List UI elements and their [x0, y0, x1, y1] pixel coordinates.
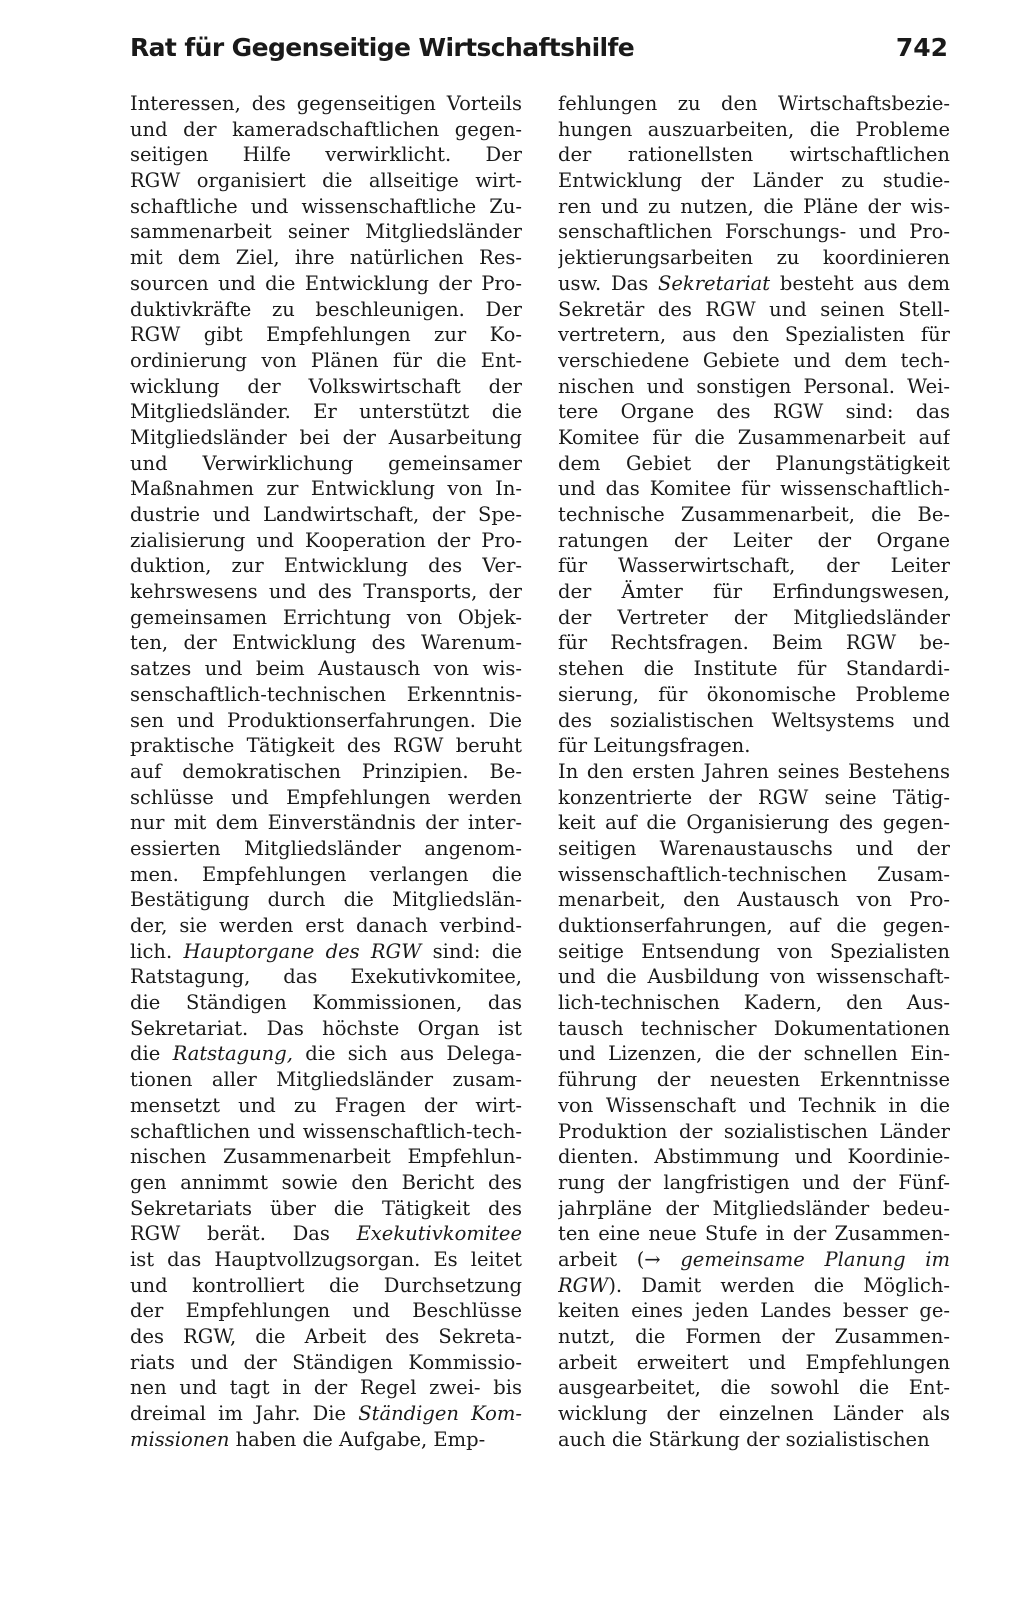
text-line: und die Ausbildung von wissenschaft- — [558, 965, 950, 989]
text-line: RGW gibt Empfehlungen zur Ko- — [130, 323, 522, 347]
text-line: für Rechtsfragen. Beim RGW be- — [558, 631, 950, 655]
text-line: und das Komitee für wissenschaftlich- — [558, 477, 950, 501]
page-number: 742 — [895, 33, 948, 62]
italic-term: missionen — [130, 1427, 230, 1451]
text-line: tausch technischer Dokumentationen — [558, 1016, 950, 1040]
text-line: der rationellsten wirtschaftlichen — [558, 143, 950, 167]
text-line: Sekretär des RGW und seinen Stell- — [558, 297, 950, 321]
text-line: verschiedene Gebiete und dem tech- — [558, 348, 950, 372]
text-line: dustrie und Landwirtschaft, der Spe- — [130, 503, 522, 526]
text-line: senschaftlich-technischen Erkenntnis- — [130, 682, 522, 706]
text-line: der, sie werden erst danach verbind- — [130, 914, 522, 937]
text-line: fehlungen zu den Wirtschaftsbezie- — [558, 92, 950, 115]
italic-term: Sekretariat — [658, 271, 771, 295]
text-line: ratungen der Leiter der Organe — [558, 528, 950, 552]
text-line: Mitgliedsländer bei der Ausarbeitung — [130, 425, 522, 449]
text-line: praktische Tätigkeit des RGW beruht — [130, 734, 522, 758]
italic-term: RGW — [558, 1273, 609, 1297]
page-header — [130, 33, 948, 73]
text-line: des RGW, die Arbeit des Sekreta- — [130, 1325, 522, 1348]
text-line: vertretern, aus den Spezialisten für — [558, 323, 950, 347]
text-line: nur mit dem Einverständnis der inter- — [130, 811, 522, 835]
text-line: lich-technischen Kadern, den Aus- — [558, 991, 950, 1015]
text-line: rung der langfristigen und der Fünf- — [558, 1170, 950, 1194]
text-line: keiten eines jeden Landes besser ge- — [558, 1299, 950, 1323]
text-line: zialisierung und Kooperation der Pro- — [130, 528, 522, 552]
text-line: führung der neuesten Erkenntnisse — [558, 1068, 950, 1092]
text-line: dreimal im Jahr. Die Ständigen Kom- — [130, 1402, 522, 1426]
text-line: für Wasserwirtschaft, der Leiter — [558, 554, 950, 578]
italic-term: Ständigen Kom- — [358, 1402, 522, 1426]
text-line: schlüsse und Empfehlungen werden — [130, 785, 522, 809]
text-line: und Verwirklichung gemeinsamer — [130, 451, 522, 475]
text-line: Entwicklung der Länder zu studie- — [558, 169, 950, 193]
text-line: kehrswesens und des Transports, der — [130, 580, 522, 604]
text-line: sierung, für ökonomische Probleme — [558, 682, 950, 706]
text-line: der Vertreter der Mitgliedsländer — [558, 605, 950, 629]
text-line: für Leitungsfragen. — [558, 734, 751, 758]
text-line: arbeit (→ gemeinsame Planung im — [558, 1247, 950, 1271]
text-line: tere Organe des RGW sind: das — [558, 400, 950, 424]
text-line: ten, der Entwicklung des Warenum- — [130, 631, 522, 655]
text-line: duktivkräfte zu beschleunigen. Der — [130, 297, 522, 321]
text-line: Sekretariats über die Tätigkeit des — [130, 1196, 522, 1220]
text-line: Maßnahmen zur Entwicklung von In- — [130, 477, 522, 501]
text-line: In den ersten Jahren seines Bestehens — [558, 759, 950, 783]
text-line: ordinierung von Plänen für die Ent- — [130, 348, 522, 372]
text-line: RGW organisiert die allseitige wirt- — [130, 169, 522, 193]
text-line: menarbeit, den Austausch von Pro- — [558, 888, 950, 912]
text-line: ausgearbeitet, die sowohl die Ent- — [558, 1376, 950, 1400]
text-line: seitige Entsendung von Spezialisten — [558, 939, 950, 963]
text-line: men. Empfehlungen verlangen die — [130, 862, 522, 886]
text-line: und kontrolliert die Durchsetzung — [130, 1273, 522, 1297]
text-line: ren und zu nutzen, die Pläne der wis- — [558, 194, 950, 218]
text-line: gen annimmt sowie den Bericht des — [130, 1170, 522, 1194]
text-line: Mitgliedsländer. Er unterstützt die — [130, 400, 522, 424]
text-line: essierten Mitgliedsländer angenom- — [130, 836, 522, 860]
text-line: keit auf die Organisierung des gegen- — [558, 811, 950, 835]
text-line: satzes und beim Austausch von wis- — [130, 657, 522, 681]
text-line: usw. Das Sekretariat besteht aus dem — [558, 271, 950, 295]
text-line: nen und tagt in der Regel zwei- bis — [130, 1376, 522, 1400]
text-line: der Ämter für Erfindungswesen, — [558, 580, 950, 604]
text-line: Interessen, des gegenseitigen Vorteils — [130, 92, 522, 115]
text-line: konzentrierte der RGW seine Tätig- — [558, 785, 950, 809]
text-line: nischen Zusammenarbeit Empfehlun- — [130, 1145, 522, 1169]
text-line: nischen und sonstigen Personal. Wei- — [558, 374, 950, 398]
text-line: seitigen Warenaustauschs und der — [558, 836, 950, 860]
italic-term: Exekutivkomitee — [356, 1222, 522, 1246]
page-title: Rat für Gegenseitige Wirtschaftshilfe — [130, 33, 635, 62]
text-line: Ratstagung, das Exekutivkomitee, — [130, 965, 522, 989]
text-line: riats und der Ständigen Kommissio- — [130, 1350, 522, 1374]
text-line: technische Zusammenarbeit, die Be- — [558, 503, 950, 526]
text-line: auch die Stärkung der sozialistischen — [558, 1427, 930, 1451]
text-line: wicklung der einzelnen Länder als — [558, 1402, 950, 1426]
text-line: die Ratstagung, die sich aus Delega- — [130, 1042, 522, 1066]
italic-term: Hauptorgane des RGW — [183, 939, 422, 963]
text-line: mit dem Ziel, ihre natürlichen Res- — [130, 246, 522, 270]
text-line: auf demokratischen Prinzipien. Be- — [130, 759, 522, 783]
text-line: hungen auszuarbeiten, die Probleme — [558, 117, 950, 141]
text-line: schaftlichen und wissenschaftlich-tech- — [130, 1119, 522, 1143]
text-line: gemeinsamen Errichtung von Objek- — [130, 605, 522, 629]
italic-term: gemeinsame Planung im — [680, 1247, 950, 1271]
text-line: des sozialistischen Weltsystems und — [558, 708, 950, 732]
text-line: Bestätigung durch die Mitgliedslän- — [130, 888, 522, 912]
text-line: dem Gebiet der Planungstätigkeit — [558, 451, 950, 475]
text-line: der Empfehlungen und Beschlüsse — [130, 1299, 522, 1323]
text-line: Produktion der sozialistischen Länder — [558, 1119, 950, 1143]
text-line: duktion, zur Entwicklung des Ver- — [130, 554, 522, 578]
text-line: sen und Produktionserfahrungen. Die — [130, 708, 522, 732]
text-line: sourcen und die Entwicklung der Pro- — [130, 271, 522, 295]
text-line: nutzt, die Formen der Zusammen- — [558, 1325, 950, 1348]
text-line: RGW berät. Das Exekutivkomitee — [130, 1222, 522, 1246]
text-line: von Wissenschaft und Technik in die — [558, 1093, 950, 1117]
text-line: lich. Hauptorgane des RGW sind: die — [130, 939, 522, 963]
text-line: Sekretariat. Das höchste Organ ist — [130, 1016, 522, 1040]
text-line: tionen aller Mitgliedsländer zusam- — [130, 1068, 522, 1092]
text-line: missionen haben die Aufgabe, Emp- — [130, 1427, 486, 1451]
text-line: duktionserfahrungen, auf die gegen- — [558, 914, 950, 937]
text-line: Komitee für die Zusammenarbeit auf — [558, 425, 950, 449]
text-line: arbeit erweitert und Empfehlungen — [558, 1350, 950, 1374]
text-line: mensetzt und zu Fragen der wirt- — [130, 1093, 522, 1117]
text-line: dienten. Abstimmung und Koordinie- — [558, 1145, 950, 1169]
text-line: jahrpläne der Mitgliedsländer bedeu- — [558, 1196, 950, 1220]
text-line: die Ständigen Kommissionen, das — [130, 991, 522, 1015]
text-line: schaftliche und wissenschaftliche Zu- — [130, 194, 522, 218]
text-line: senschaftlichen Forschungs- und Pro- — [558, 220, 950, 244]
text-line: wicklung der Volkswirtschaft der — [130, 374, 522, 398]
text-line: und Lizenzen, die der schnellen Ein- — [558, 1042, 950, 1066]
text-line: ten eine neue Stufe in der Zusammen- — [558, 1222, 950, 1246]
italic-term: Ratstagung, — [172, 1042, 293, 1066]
text-line: stehen die Institute für Standardi- — [558, 657, 950, 681]
text-line: RGW). Damit werden die Möglich- — [558, 1273, 950, 1297]
text-column-left — [130, 91, 522, 1452]
text-line: ist das Hauptvollzugsorgan. Es leitet — [130, 1247, 522, 1271]
text-column-right — [558, 91, 950, 1452]
text-line: jektierungsarbeiten zu koordinieren — [558, 246, 950, 270]
text-line: sammenarbeit seiner Mitgliedsländer — [130, 220, 522, 244]
text-line: und der kameradschaftlichen gegen- — [130, 117, 522, 141]
text-line: seitigen Hilfe verwirklicht. Der — [130, 143, 522, 167]
text-line: wissenschaftlich-technischen Zusam- — [558, 862, 950, 886]
